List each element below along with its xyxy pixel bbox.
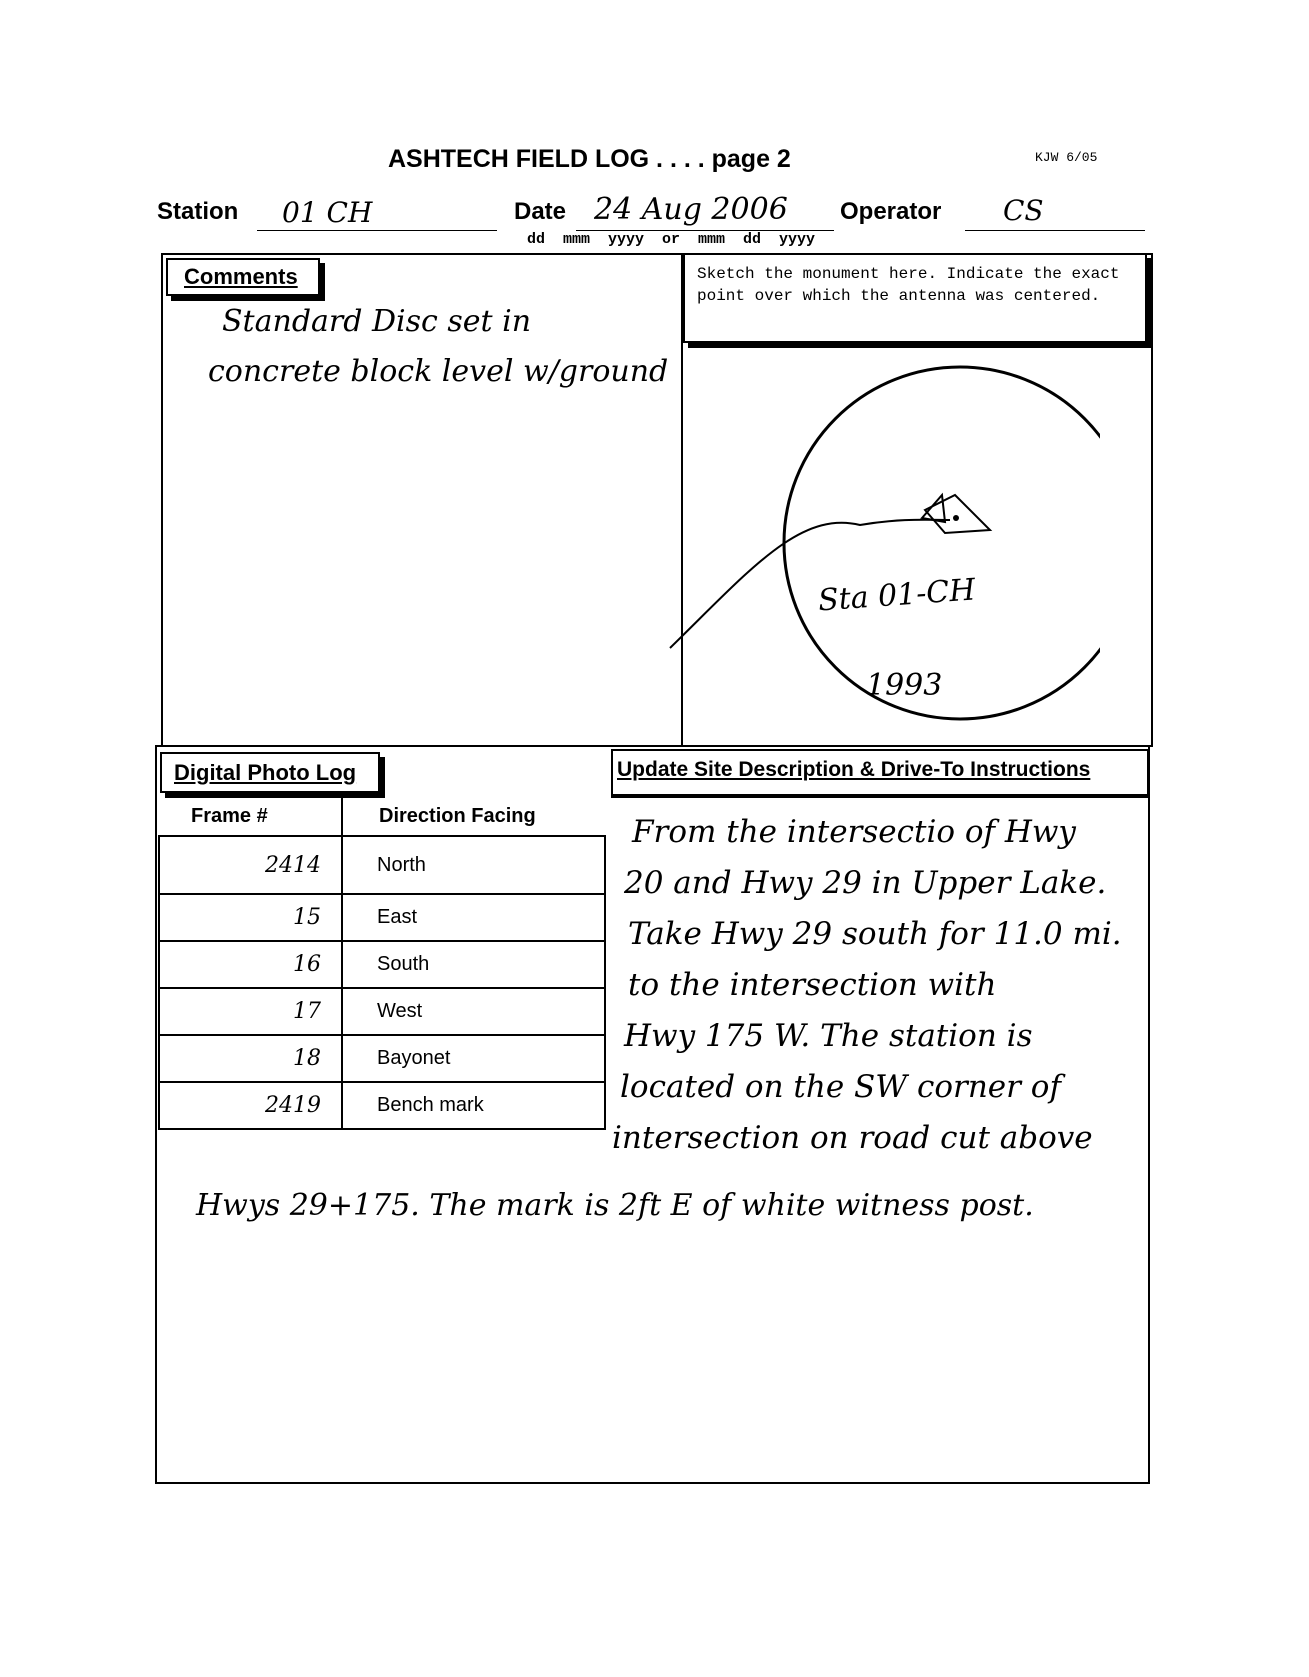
drive-to-last-line: Hwys 29+175. The mark is 2ft E of white witness post.: [196, 1188, 1034, 1223]
column-header-direction: Direction Facing: [342, 797, 605, 836]
table-row[interactable]: [159, 1082, 605, 1129]
operator-field[interactable]: [965, 196, 1145, 231]
drive-to-line-6: located on the SW corner of: [620, 1069, 1061, 1105]
sketch-instructions-box: [683, 253, 1147, 343]
direction-cell[interactable]: West: [342, 988, 605, 1035]
drive-to-line-2: 20 and Hwy 29 in Upper Lake.: [624, 865, 1107, 901]
operator-value: CS: [1003, 194, 1044, 227]
drive-to-heading-box: [611, 749, 1149, 798]
station-field[interactable]: [257, 196, 497, 231]
arrow-head: [922, 495, 945, 522]
direction-cell[interactable]: North: [342, 836, 605, 894]
direction-cell[interactable]: East: [342, 894, 605, 941]
drive-to-line-7: intersection on road cut above: [612, 1120, 1093, 1156]
form-code: KJW 6/05: [1035, 150, 1098, 165]
photo-log-header-row: [159, 797, 605, 836]
drive-to-line-4: to the intersection with: [628, 967, 997, 1003]
date-value: 24 Aug 2006: [594, 192, 788, 227]
drive-to-line-5: Hwy 175 W. The station is: [624, 1018, 1033, 1054]
frame-cell[interactable]: 17: [159, 988, 342, 1035]
disc-mark: [925, 495, 990, 533]
operator-label: Operator: [840, 198, 942, 225]
table-row[interactable]: [159, 836, 605, 894]
comments-heading: Comments: [184, 264, 298, 289]
table-row[interactable]: [159, 1035, 605, 1082]
photo-log-heading: Digital Photo Log: [174, 760, 357, 785]
drive-to-line-1: From the intersectio of Hwy: [632, 814, 1076, 850]
station-label: Station: [157, 198, 239, 225]
drive-to-line-3: Take Hwy 29 south for 11.0 mi.: [628, 916, 1122, 952]
table-row[interactable]: [159, 941, 605, 988]
comments-line-2: concrete block level w/ground: [208, 354, 669, 389]
frame-cell[interactable]: 16: [159, 941, 342, 988]
comments-heading-box: [166, 258, 320, 296]
date-label: Date: [514, 198, 567, 225]
column-header-frame: Frame #: [159, 797, 342, 836]
frame-cell[interactable]: 18: [159, 1035, 342, 1082]
direction-cell[interactable]: Bench mark: [342, 1082, 605, 1129]
photo-log-heading-box: [160, 752, 380, 793]
sketch-year-label: 1993: [866, 668, 943, 703]
comments-line-1: Standard Disc set in: [222, 304, 532, 339]
date-field[interactable]: [576, 192, 834, 231]
photo-log-table: [158, 797, 606, 1130]
frame-cell[interactable]: 2419: [159, 1082, 342, 1129]
table-row[interactable]: [159, 894, 605, 941]
frame-cell[interactable]: 15: [159, 894, 342, 941]
center-point: [953, 515, 959, 521]
drive-to-heading: Update Site Description & Drive-To Instructions: [617, 758, 1091, 781]
table-row[interactable]: [159, 988, 605, 1035]
sketch-instructions: Sketch the monument here. Indicate the exact point over which the antenna was centered.: [697, 265, 1120, 305]
date-format-hint: dd mmm yyyy or mmm dd yyyy: [527, 231, 816, 248]
direction-cell[interactable]: Bayonet: [342, 1035, 605, 1082]
sketch-station-label: Sta 01-CH: [816, 572, 977, 619]
monument-circle: [784, 367, 1100, 719]
frame-cell[interactable]: 2414: [159, 836, 342, 894]
direction-cell[interactable]: South: [342, 941, 605, 988]
page-title: ASHTECH FIELD LOG . . . . page 2: [388, 145, 791, 173]
station-value: 01 CH: [282, 196, 373, 229]
